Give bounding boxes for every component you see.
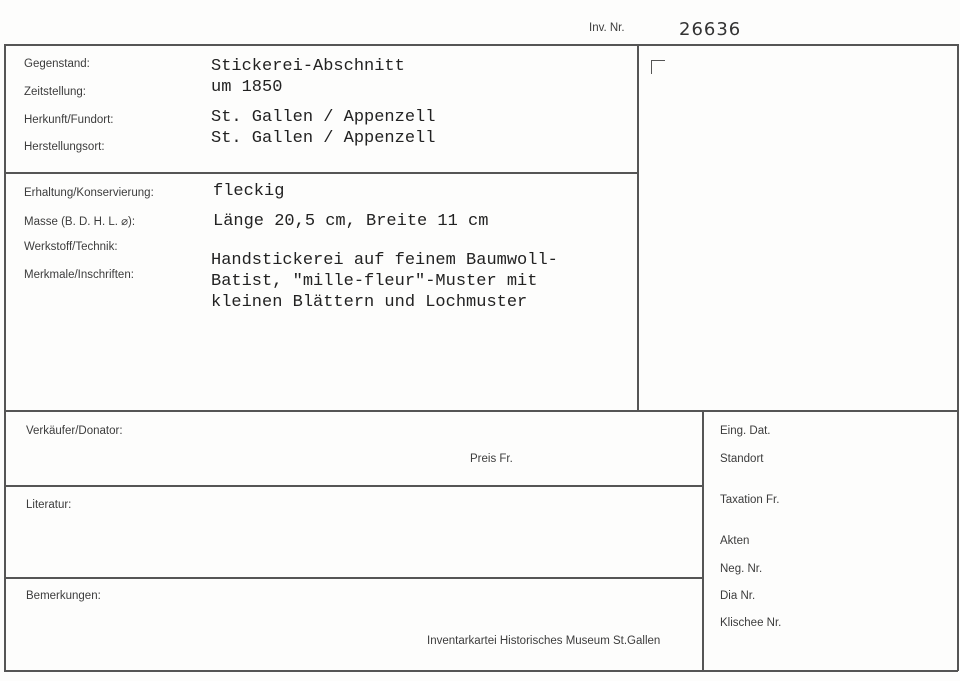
zeitstellung-label: Zeitstellung: <box>24 86 87 98</box>
dia-nr-label: Dia Nr. <box>720 590 756 602</box>
gegenstand-label: Gegenstand: <box>24 58 90 70</box>
main-column-divider <box>637 44 639 411</box>
footer-text: Inventarkartei Historisches Museum St.Gallen <box>427 635 661 647</box>
erhaltung-label: Erhaltung/Konservierung: <box>24 187 154 199</box>
merkmale-label: Merkmale/Inschriften: <box>24 269 134 281</box>
bemerkungen-label: Bemerkungen: <box>26 590 101 602</box>
inv-nr-label: Inv. Nr. <box>589 22 625 34</box>
technik-value-line-3: kleinen Blättern und Lochmuster <box>211 293 528 312</box>
literatur-label: Literatur: <box>26 499 72 511</box>
rule-after-seller <box>4 485 702 487</box>
herkunft-value: St. Gallen / Appenzell <box>211 108 436 127</box>
bottom-edge <box>4 670 958 672</box>
neg-nr-label: Neg. Nr. <box>720 563 763 575</box>
right-edge <box>957 44 959 671</box>
taxation-label: Taxation Fr. <box>720 494 780 506</box>
werkstoff-label: Werkstoff/Technik: <box>24 241 118 253</box>
erhaltung-value: fleckig <box>213 182 285 201</box>
klischee-nr-label: Klischee Nr. <box>720 617 782 629</box>
eing-dat-label: Eing. Dat. <box>720 425 771 437</box>
zeitstellung-value: um 1850 <box>211 78 283 97</box>
technik-value-line-2: Batist, "mille-fleur"-Muster mit <box>211 272 538 291</box>
top-rule <box>4 44 958 46</box>
masse-value: Länge 20,5 cm, Breite 11 cm <box>213 212 489 231</box>
inv-number: 26636 <box>679 19 742 40</box>
rule-mid <box>4 410 958 412</box>
akten-label: Akten <box>720 535 750 547</box>
technik-value-line-1: Handstickerei auf feinem Baumwoll- <box>211 251 558 270</box>
corner-mark <box>651 60 665 74</box>
preis-label: Preis Fr. <box>470 453 513 465</box>
rule-after-origin <box>4 172 638 174</box>
standort-label: Standort <box>720 453 764 465</box>
verkaeufer-label: Verkäufer/Donator: <box>26 425 123 437</box>
herkunft-label: Herkunft/Fundort: <box>24 114 114 126</box>
masse-label: Masse (B. D. H. L. ⌀): <box>24 216 136 228</box>
herstellungsort-value: St. Gallen / Appenzell <box>211 129 436 148</box>
rule-after-literature <box>4 577 702 579</box>
gegenstand-value: Stickerei-Abschnitt <box>211 57 405 76</box>
right-column-divider <box>702 410 704 671</box>
left-edge <box>4 44 6 671</box>
herstellungsort-label: Herstellungsort: <box>24 141 105 153</box>
